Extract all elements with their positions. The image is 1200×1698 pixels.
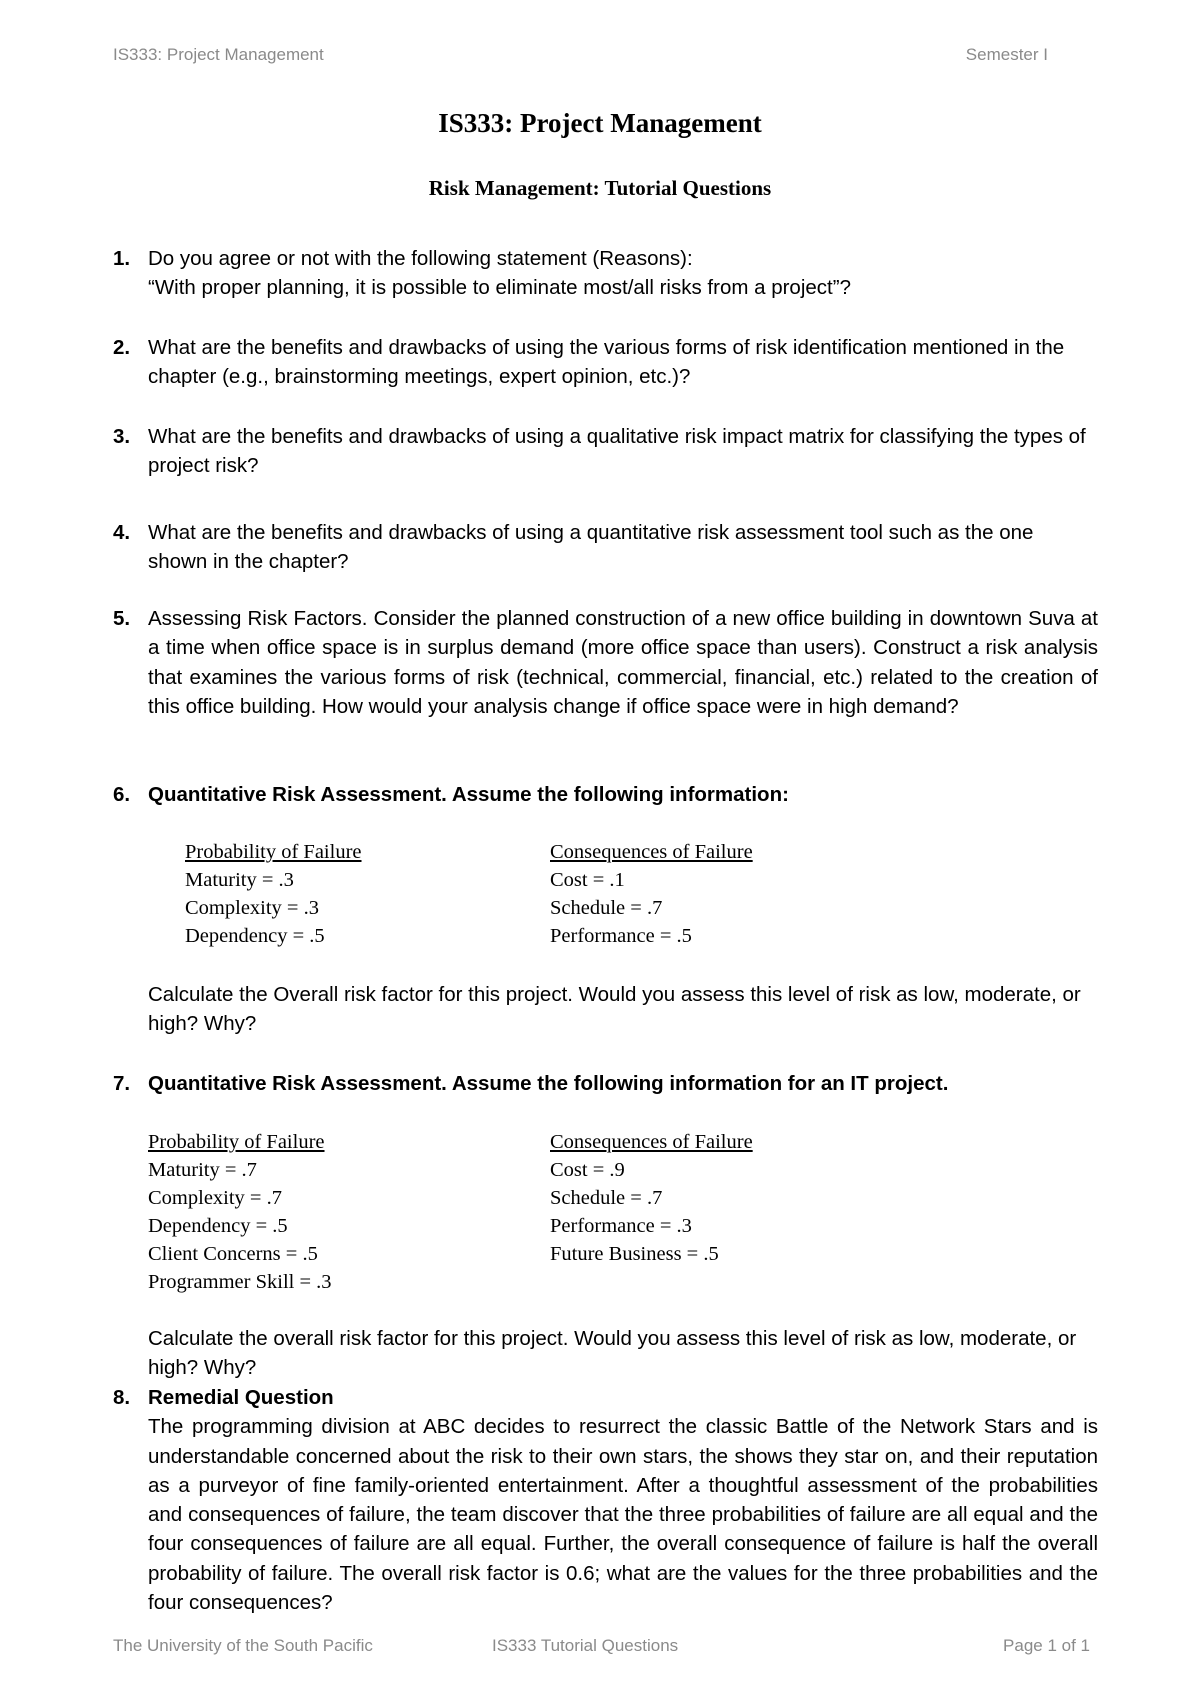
- table-cell: Cost = .9: [550, 1159, 625, 1181]
- question-text: Calculate the Overall risk factor for this project. Would you assess this level of risk as low, moderate, or high? Why?: [148, 983, 1081, 1036]
- question-text: Do you agree or not with the following statement (Reasons):: [148, 247, 693, 270]
- question-3: [113, 422, 1098, 481]
- question-number: 5.: [113, 607, 131, 630]
- footer-left: The University of the South Pacific: [113, 1636, 373, 1655]
- question-8: [113, 1383, 1098, 1617]
- table-cell: Complexity = .3: [185, 897, 319, 919]
- header-right: Semester I: [965, 45, 1048, 64]
- table-cell: Maturity = .7: [148, 1159, 257, 1181]
- column-header: Probability of Failure: [185, 841, 362, 863]
- question-4: [113, 518, 1098, 577]
- page-title: IS333: Project Management: [438, 108, 762, 138]
- question-6: [113, 780, 1098, 809]
- question-text: Calculate the overall risk factor for this project. Would you assess this level of risk as low, moderate, or high? Why?: [148, 1327, 1077, 1380]
- table-cell: Client Concerns = .5: [148, 1243, 318, 1265]
- footer-page-number: Page 1 of 1: [1003, 1636, 1090, 1655]
- question-number: 7.: [113, 1072, 131, 1095]
- column-header: Consequences of Failure: [550, 1131, 753, 1153]
- question-6-prompt: [113, 980, 1098, 1039]
- question-text: What are the benefits and drawbacks of using the various forms of risk identification mentioned in the chapter (e.g., brainstorming meetings, expert opinion, etc.)?: [148, 336, 1065, 389]
- header-left: IS333: Project Management: [113, 45, 324, 64]
- table-cell: Maturity = .3: [185, 869, 294, 891]
- question-number: 6.: [113, 783, 131, 806]
- table-cell: Schedule = .7: [550, 897, 663, 919]
- question-heading: Remedial Question: [148, 1386, 334, 1409]
- question-text: Assessing Risk Factors. Consider the planned construction of a new office building in downtown Suva at a time when office space is in surplus demand (more office space than users). Construct a risk analysis that examines the various forms of risk (technical, commercial, financial, etc.) related to the creation of this office building. How would your analysis change if office space were in high demand?: [148, 607, 1098, 718]
- q6-probability-column: [185, 838, 362, 950]
- footer-center: IS333 Tutorial Questions: [492, 1636, 679, 1655]
- question-2: [113, 333, 1098, 392]
- table-cell: Dependency = .5: [185, 925, 325, 947]
- page-subtitle: Risk Management: Tutorial Questions: [428, 176, 772, 200]
- column-header: Consequences of Failure: [550, 841, 753, 863]
- question-7: [113, 1069, 1098, 1098]
- question-quote: “With proper planning, it is possible to eliminate most/all risks from a project”?: [148, 276, 851, 300]
- table-cell: Performance = .5: [550, 925, 692, 947]
- q7-consequence-column: [550, 1128, 753, 1268]
- question-text: What are the benefits and drawbacks of using a qualitative risk impact matrix for classifying the types of project risk?: [148, 425, 1086, 478]
- question-1: [113, 244, 1098, 303]
- question-heading: Quantitative Risk Assessment. Assume the following information for an IT project.: [148, 1072, 949, 1095]
- question-7-prompt: [113, 1324, 1098, 1383]
- question-number: 2.: [113, 336, 131, 359]
- column-header: Probability of Failure: [148, 1131, 325, 1153]
- question-number: 3.: [113, 425, 131, 448]
- question-number: 8.: [113, 1386, 131, 1409]
- question-number: 1.: [113, 247, 131, 270]
- table-cell: Future Business = .5: [550, 1243, 719, 1265]
- question-text: What are the benefits and drawbacks of using a quantitative risk assessment tool such as the one shown in the chapter?: [148, 521, 1034, 574]
- question-number: 4.: [113, 521, 131, 544]
- question-text: The programming division at ABC decides to resurrect the classic Battle of the Network Stars and is understandable concerned about the risk to their own stars, the shows they star on, and their reputation as a purveyor of fine family-oriented entertainment. After a thoughtful assessment of the probabilities and consequences of failure, the team discover that the three probabilities of failure are all equal and the four consequences of failure are all equal. Further, the overall consequence of failure is half the overall probability of failure. The overall risk factor is 0.6; what are the values for the three probabilities and the four consequences?: [148, 1415, 1098, 1615]
- question-5: [113, 604, 1098, 721]
- q7-probability-column: [148, 1128, 332, 1296]
- table-cell: Complexity = .7: [148, 1187, 282, 1209]
- table-cell: Cost = .1: [550, 869, 625, 891]
- table-cell: Dependency = .5: [148, 1215, 288, 1237]
- table-cell: Programmer Skill = .3: [148, 1271, 332, 1293]
- question-heading: Quantitative Risk Assessment. Assume the following information:: [148, 783, 789, 806]
- q6-consequence-column: [550, 838, 753, 950]
- table-cell: Schedule = .7: [550, 1187, 663, 1209]
- table-cell: Performance = .3: [550, 1215, 692, 1237]
